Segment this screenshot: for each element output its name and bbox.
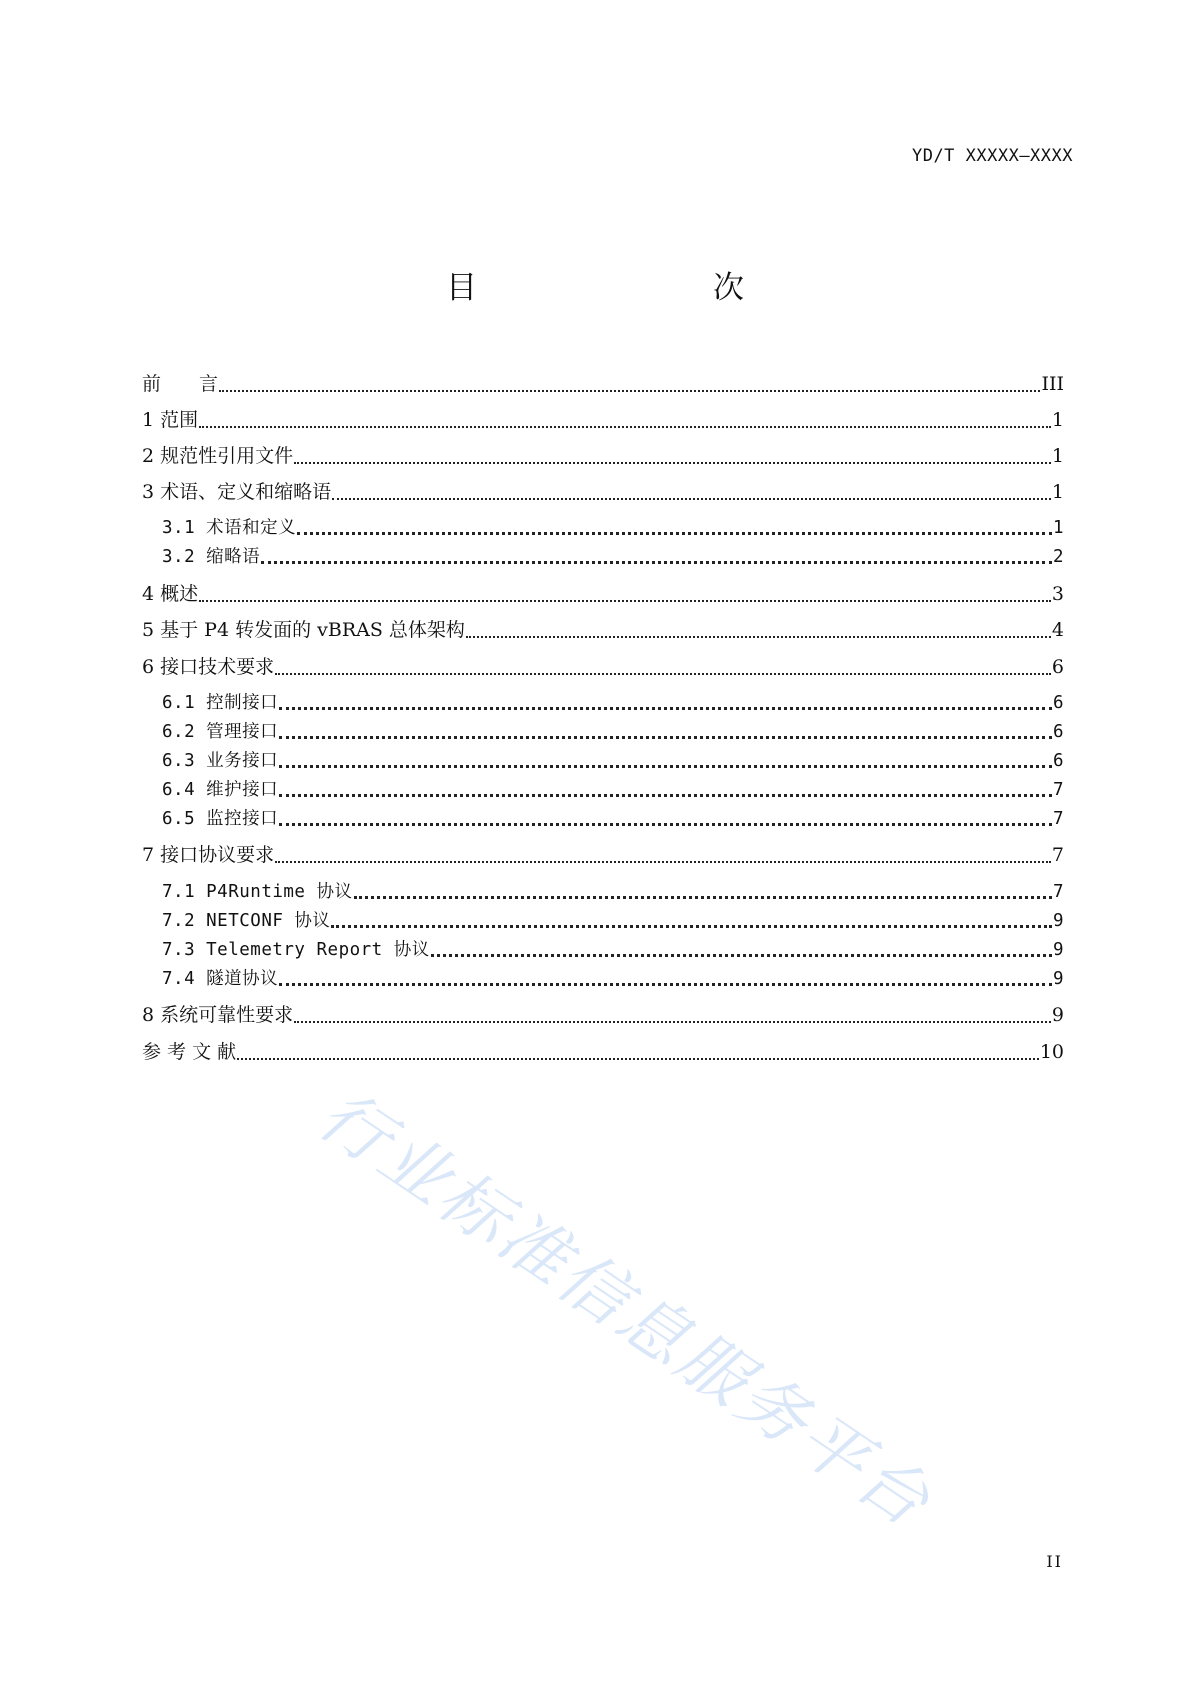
toc-entry-4[interactable] <box>142 582 1064 606</box>
toc-entry-page: 6 <box>1051 656 1064 678</box>
page-number: II <box>1046 1552 1063 1571</box>
toc-entry-page: 9 <box>1052 940 1064 960</box>
toc-entry-label: 3 术语、定义和缩略语 <box>142 481 332 503</box>
toc-entry-6-1[interactable] <box>162 691 1064 715</box>
toc-entry-7-1[interactable] <box>162 880 1064 904</box>
toc-entry-label: 前 言 <box>142 373 219 395</box>
toc-leader-dots <box>294 454 1051 464</box>
toc-entry-1[interactable] <box>142 408 1064 432</box>
toc-entry-references[interactable] <box>142 1040 1064 1064</box>
toc-entry-label: 6 接口技术要求 <box>142 656 275 678</box>
toc-entry-6-4[interactable] <box>162 778 1064 802</box>
toc-entry-page: 4 <box>1051 619 1064 641</box>
toc-entry-7-4[interactable] <box>162 967 1064 991</box>
toc-entry-label: 7.2 NETCONF 协议 <box>162 911 331 931</box>
toc-leader-dots <box>275 853 1051 863</box>
toc-entry-label: 参 考 文 献 <box>142 1041 237 1063</box>
watermark: 行业标准信息服务平台 <box>304 1075 946 1544</box>
toc-entry-page: 1 <box>1052 518 1064 538</box>
toc-leader-dots <box>275 665 1051 675</box>
toc-leader-dots <box>279 700 1052 710</box>
toc-entry-7-2[interactable] <box>162 909 1064 933</box>
document-code: YD/T XXXXX—XXXX <box>911 146 1073 166</box>
toc-leader-dots <box>297 525 1052 535</box>
toc-entry-foreword[interactable] <box>142 372 1064 396</box>
toc-leader-dots <box>199 418 1051 428</box>
toc-leader-dots <box>261 554 1052 564</box>
toc-entry-label: 7.1 P4Runtime 协议 <box>162 882 353 902</box>
toc-entry-6-3[interactable] <box>162 749 1064 773</box>
toc-entry-page: 1 <box>1051 409 1064 431</box>
toc-leader-dots <box>294 1013 1051 1023</box>
toc-entry-page: 3 <box>1051 583 1064 605</box>
toc-leader-dots <box>279 816 1052 826</box>
toc-leader-dots <box>331 918 1052 928</box>
toc-leader-dots <box>279 758 1052 768</box>
toc-entry-5[interactable] <box>142 618 1064 642</box>
toc-entry-page: 7 <box>1052 780 1064 800</box>
toc-entry-page: III <box>1041 373 1064 395</box>
toc-entry-page: 7 <box>1052 882 1064 902</box>
toc-entry-6-5[interactable] <box>162 807 1064 831</box>
toc-entry-2[interactable] <box>142 444 1064 468</box>
toc-entry-label: 6.5 监控接口 <box>162 809 279 829</box>
toc-entry-page: 9 <box>1052 969 1064 989</box>
toc-entry-page: 9 <box>1051 1004 1064 1026</box>
toc-entry-label: 5 基于 P4 转发面的 vBRAS 总体架构 <box>142 619 465 641</box>
toc-leader-dots <box>199 592 1051 602</box>
toc-entry-3-1[interactable] <box>162 516 1064 540</box>
toc-entry-label: 6.2 管理接口 <box>162 722 279 742</box>
page-title: 目 次 <box>446 270 802 306</box>
toc-entry-label: 6.4 维护接口 <box>162 780 279 800</box>
toc-entry-page: 1 <box>1051 445 1064 467</box>
toc-entry-page: 6 <box>1052 693 1064 713</box>
toc-leader-dots <box>279 976 1052 986</box>
toc-entry-label: 2 规范性引用文件 <box>142 445 294 467</box>
toc-entry-label: 7 接口协议要求 <box>142 844 275 866</box>
toc-leader-dots <box>237 1050 1039 1060</box>
toc-entry-label: 3.1 术语和定义 <box>162 518 297 538</box>
toc-leader-dots <box>466 628 1051 638</box>
toc-entry-6[interactable] <box>142 655 1064 679</box>
toc-entry-page: 6 <box>1052 722 1064 742</box>
toc-entry-7-3[interactable] <box>162 938 1064 962</box>
toc-entry-page: 2 <box>1052 547 1064 567</box>
toc-leader-dots <box>332 490 1051 500</box>
toc-entry-page: 10 <box>1039 1041 1064 1063</box>
toc-entry-label: 4 概述 <box>142 583 199 605</box>
toc-entry-label: 7.4 隧道协议 <box>162 969 279 989</box>
toc-entry-label: 6.1 控制接口 <box>162 693 279 713</box>
toc-leader-dots <box>354 889 1052 899</box>
toc-entry-page: 1 <box>1051 481 1064 503</box>
toc-entry-8[interactable] <box>142 1003 1064 1027</box>
toc-entry-6-2[interactable] <box>162 720 1064 744</box>
toc-entry-label: 1 范围 <box>142 409 199 431</box>
toc-entry-3-2[interactable] <box>162 545 1064 569</box>
toc-leader-dots <box>279 787 1052 797</box>
toc-entry-3[interactable] <box>142 480 1064 504</box>
toc-leader-dots <box>431 947 1052 957</box>
toc-entry-page: 9 <box>1052 911 1064 931</box>
toc-entry-page: 7 <box>1051 844 1064 866</box>
toc-entry-label: 3.2 缩略语 <box>162 547 261 567</box>
toc-entry-label: 8 系统可靠性要求 <box>142 1004 294 1026</box>
toc-leader-dots <box>219 382 1040 392</box>
toc-entry-label: 6.3 业务接口 <box>162 751 279 771</box>
toc-entry-page: 6 <box>1052 751 1064 771</box>
toc-entry-page: 7 <box>1052 809 1064 829</box>
toc-entry-7[interactable] <box>142 843 1064 867</box>
toc-entry-label: 7.3 Telemetry Report 协议 <box>162 940 430 960</box>
toc-leader-dots <box>279 729 1052 739</box>
